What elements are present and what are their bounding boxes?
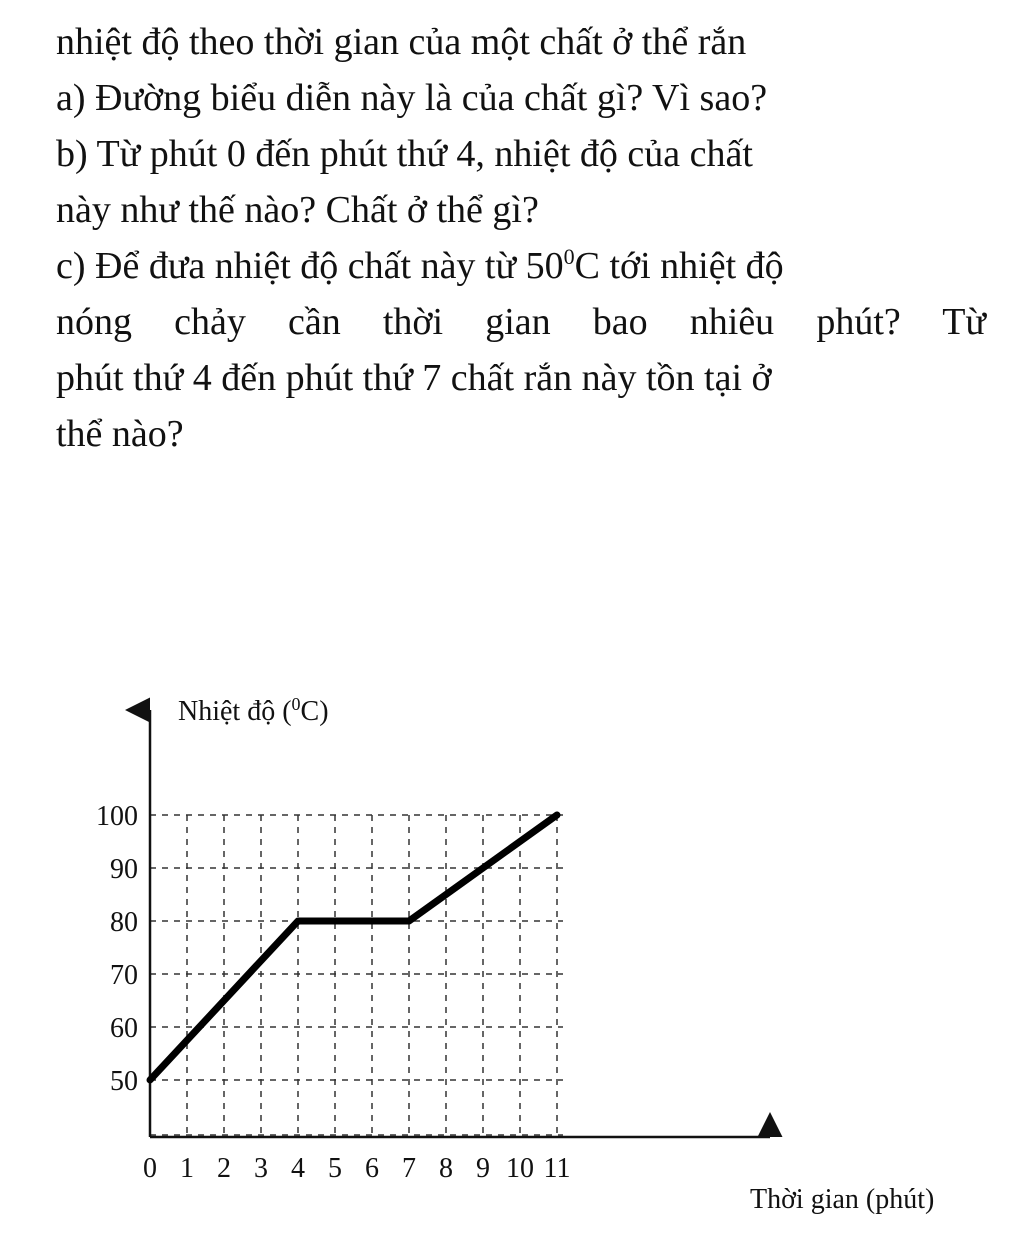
series [150, 815, 557, 1080]
y-tick-label: 80 [110, 907, 138, 938]
x-tick-label: 11 [543, 1153, 571, 1184]
y-tick-label: 90 [110, 854, 138, 885]
question-c-part-2: C tới nhiệt độ [574, 245, 784, 287]
y-tick-label: 60 [110, 1013, 138, 1044]
x-tick-label: 1 [180, 1153, 194, 1184]
x-tick-label: 10 [506, 1153, 534, 1184]
intro-line: nhiệt độ theo thời gian của một chất ở thể rắn [56, 21, 747, 63]
y-tick-label: 50 [110, 1066, 138, 1097]
question-b-line-2: này như thế nào? Chất ở thể gì? [56, 189, 539, 231]
grid [150, 815, 563, 1137]
temperature-time-chart [0, 660, 1024, 1240]
question-c-line-4: thể nào? [56, 413, 184, 455]
x-tick-label: 5 [328, 1153, 342, 1184]
x-tick-label: 9 [476, 1153, 490, 1184]
x-axis-title: Thời gian (phút) [750, 1184, 935, 1215]
degree-superscript: 0 [563, 244, 575, 269]
y-tick-label: 100 [96, 801, 138, 832]
question-c-part-1: c) Để đưa nhiệt độ chất này từ 50 [56, 245, 564, 287]
x-tick-label: 0 [143, 1153, 157, 1184]
series-line [150, 815, 557, 1080]
question-c-line-3: phút thứ 4 đến phút thứ 7 chất rắn này tồn tại ở [56, 357, 772, 399]
y-tick-label: 70 [110, 960, 138, 991]
question-c-line-2: nóng chảy cần thời gian bao nhiêu phút? Từ [56, 301, 986, 343]
x-tick-label: 4 [291, 1153, 305, 1184]
x-tick-label: 7 [402, 1153, 416, 1184]
x-tick-label: 2 [217, 1153, 231, 1184]
x-tick-label: 6 [365, 1153, 379, 1184]
x-tick-label: 3 [254, 1153, 268, 1184]
question-text [56, 14, 986, 462]
question-b-line-1: b) Từ phút 0 đến phút thứ 4, nhiệt độ của chất [56, 133, 753, 175]
x-tick-label: 8 [439, 1153, 453, 1184]
question-c-line-1 [56, 238, 986, 294]
y-axis-title: Nhiệt độ ($^0$C) [178, 694, 329, 727]
question-a: a) Đường biểu diễn này là của chất gì? Vì sao? [56, 77, 768, 119]
axes [150, 710, 770, 1137]
